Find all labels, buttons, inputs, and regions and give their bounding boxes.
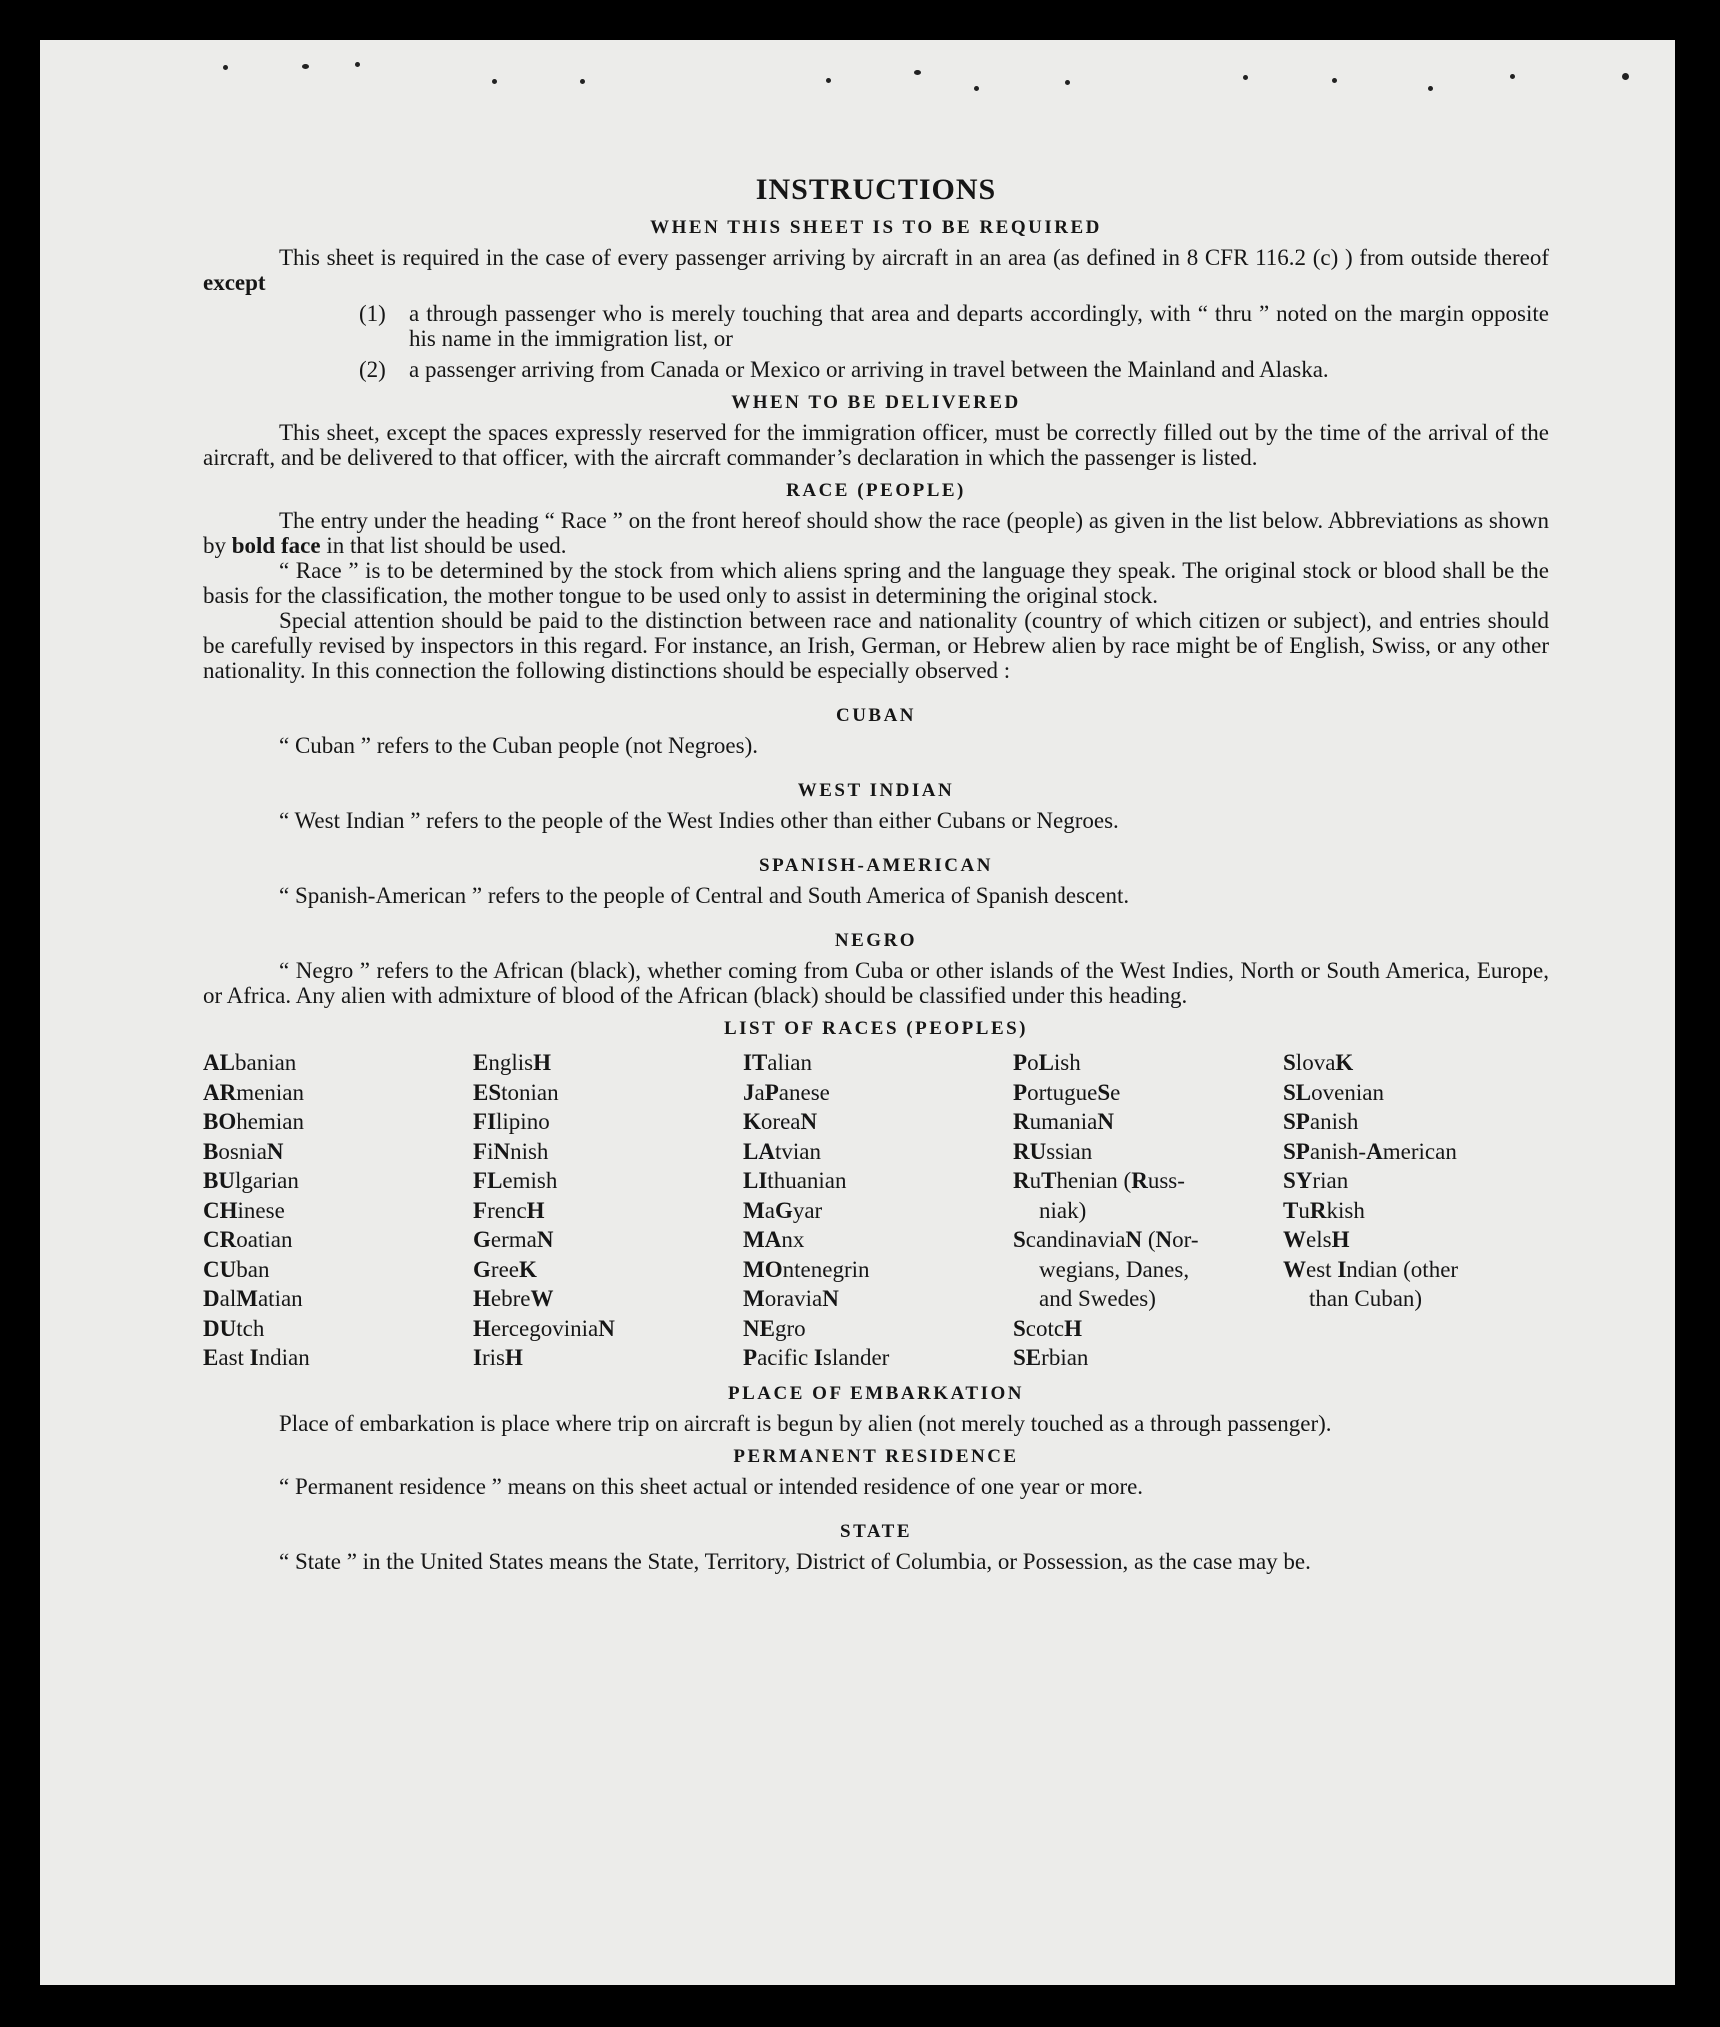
race-list-item xyxy=(473,1137,743,1167)
race-list-item xyxy=(203,1107,473,1137)
race-list-item xyxy=(473,1166,743,1196)
race-label-continuation: and Swedes) xyxy=(1039,1286,1156,1311)
scan-speck xyxy=(1332,78,1337,83)
race-list-item xyxy=(743,1137,1013,1167)
heading-when-required: WHEN THIS SHEET IS TO BE REQUIRED xyxy=(650,217,1102,238)
race-label: FLemish xyxy=(473,1168,558,1193)
race-list-item xyxy=(1013,1078,1283,1108)
paragraph-race-2: “ Race ” is to be determined by the stock from which aliens spring and the language they speak. The original stock or blood shall be the basis for the classification, the mother tongue to be used only to assist in determining the original stock. xyxy=(203,558,1549,608)
scan-speck xyxy=(914,70,921,75)
paragraph-spanish-american: “ Spanish-American ” refers to the people of Central and South America of Spanish descent. xyxy=(279,883,1130,908)
item-text: a through passenger who is merely touching that area and departs accordingly, with “ thru ” noted on the margin opposite his name in the immigration list, or xyxy=(409,301,1549,351)
race-list-item xyxy=(203,1137,473,1167)
race-label: SYrian xyxy=(1283,1168,1349,1193)
race-label: SErbian xyxy=(1013,1345,1089,1370)
race-label: ARmenian xyxy=(203,1079,304,1105)
scan-speck xyxy=(302,64,309,69)
race-list-item xyxy=(743,1196,1013,1226)
race-label: JaPanese xyxy=(743,1079,830,1105)
race-list-item xyxy=(1283,1225,1519,1255)
race-p1-start: The entry under the heading “ Race ” on the front hereof should show the race (people) as given in the list below. Abbreviations as shown by xyxy=(203,508,1549,558)
race-label: CRoatian xyxy=(203,1227,293,1252)
scan-speck xyxy=(355,62,360,67)
race-label: MoraviaN xyxy=(743,1286,839,1311)
race-list-item xyxy=(473,1107,743,1137)
race-label: BUlgarian xyxy=(203,1168,299,1193)
race-label: HercegoviniaN xyxy=(473,1315,615,1341)
scan-speck xyxy=(1510,74,1515,79)
paragraph-west-indian: “ West Indian ” refers to the people of the West Indies other than either Cubans or Negroes. xyxy=(279,808,1119,833)
race-list-item xyxy=(743,1078,1013,1108)
race-label: ScotcH xyxy=(1013,1315,1083,1341)
race-label-continuation: wegians, Danes, xyxy=(1039,1256,1190,1282)
race-list-item xyxy=(743,1107,1013,1137)
race-label: FIlipino xyxy=(473,1109,550,1134)
document-title: INSTRUCTIONS xyxy=(755,173,997,206)
race-label: West Indian (other xyxy=(1283,1256,1459,1282)
race-list-item xyxy=(1013,1314,1283,1344)
race-list-item xyxy=(203,1048,473,1078)
race-label: ScandinaviaN (Nor- xyxy=(1013,1227,1199,1252)
heading-list-of-races: LIST OF RACES (PEOPLES) xyxy=(723,1018,1029,1039)
scan-speck xyxy=(974,86,979,91)
race-list-item xyxy=(743,1166,1013,1196)
race-label: BOhemian xyxy=(203,1109,304,1134)
race-list-item xyxy=(1013,1225,1283,1314)
item-text: a passenger arriving from Canada or Mexico or arriving in travel between the Mainland and Alaska. xyxy=(409,357,1329,382)
race-label: LIthuanian xyxy=(743,1168,847,1193)
instructions-content xyxy=(203,173,1549,1574)
race-list-item xyxy=(473,1314,743,1344)
race-list-item xyxy=(473,1343,743,1373)
race-label: NEgro xyxy=(743,1315,806,1341)
race-label: DalMatian xyxy=(203,1286,303,1311)
race-label: SPanish-American xyxy=(1283,1138,1457,1164)
race-label: RuThenian (Russ- xyxy=(1013,1168,1185,1193)
race-list-item xyxy=(203,1255,473,1285)
race-p1-end: in that list should be used. xyxy=(326,533,567,558)
exception-item-1 xyxy=(359,301,1549,351)
scan-speck xyxy=(1243,75,1248,80)
heading-race: RACE (PEOPLE) xyxy=(786,480,966,501)
paragraph-place-of-embarkation: Place of embarkation is place where trip on aircraft is begun by alien (not merely touched as a through passenger). xyxy=(279,1410,1332,1436)
race-list-item xyxy=(1283,1196,1519,1226)
when-required-text: This sheet is required in the case of every passenger arriving by aircraft in an area (as defined in 8 CFR 116.2 (c) ) from outside thereof xyxy=(279,245,1549,270)
race-label: PortugueSe xyxy=(1013,1079,1121,1105)
race-list-item xyxy=(743,1048,1013,1078)
race-list-item xyxy=(1283,1255,1519,1314)
scan-speck xyxy=(1428,86,1433,91)
race-list-item xyxy=(473,1078,743,1108)
race-label-continuation: than Cuban) xyxy=(1309,1286,1423,1311)
scan-speck xyxy=(223,65,228,70)
race-list-item xyxy=(1013,1343,1283,1373)
race-list-item xyxy=(1013,1166,1283,1225)
race-label: EStonian xyxy=(473,1079,559,1105)
race-label: LAtvian xyxy=(743,1138,821,1164)
race-list-item xyxy=(1283,1078,1519,1108)
race-list-item xyxy=(1013,1048,1283,1078)
race-list-item xyxy=(473,1048,743,1078)
paragraph-race-1 xyxy=(203,508,1549,558)
race-list-item xyxy=(203,1343,473,1373)
item-number: (2) xyxy=(359,357,386,382)
race-list-item xyxy=(1283,1166,1519,1196)
heading-negro: NEGRO xyxy=(834,930,918,951)
race-label: WelsH xyxy=(1283,1227,1350,1252)
race-list-item xyxy=(203,1284,473,1314)
race-label: ITalian xyxy=(743,1050,813,1075)
race-label: SlovaK xyxy=(1283,1050,1354,1075)
bold-face-text: bold face xyxy=(231,533,321,558)
heading-spanish-american: SPANISH-AMERICAN xyxy=(759,855,993,876)
scan-speck xyxy=(826,78,831,83)
race-label: FrencH xyxy=(473,1197,545,1223)
races-column-2 xyxy=(473,1048,743,1373)
race-list-item xyxy=(473,1196,743,1226)
race-label: RumaniaN xyxy=(1013,1109,1114,1134)
paragraph-cuban: “ Cuban ” refers to the Cuban people (not Negroes). xyxy=(279,733,759,758)
race-label-continuation: niak) xyxy=(1039,1197,1087,1223)
race-label: CUban xyxy=(203,1256,270,1282)
race-list-item xyxy=(1283,1137,1519,1167)
scan-speck xyxy=(580,79,585,84)
race-label: PoLish xyxy=(1013,1050,1081,1075)
race-label: EnglisH xyxy=(473,1050,551,1075)
race-label: TuRkish xyxy=(1283,1197,1365,1223)
paragraph-race-3: Special attention should be paid to the distinction between race and nationality (country of which citizen or subject), and entries should be carefully revised by inspectors in this regard. For instance, an Irish, German, or Hebrew alien by race might be of English, Swiss, or any other nationality. In this connection the following distinctions should be especially observed : xyxy=(203,608,1549,683)
race-label: Pacific Islander xyxy=(743,1345,890,1370)
race-list-item xyxy=(203,1078,473,1108)
race-label: FiNnish xyxy=(473,1138,549,1164)
heading-permanent-residence: PERMANENT RESIDENCE xyxy=(733,1445,1019,1467)
race-label: ALbanian xyxy=(203,1050,297,1075)
heading-when-delivered: WHEN TO BE DELIVERED xyxy=(731,392,1021,413)
races-column-5 xyxy=(1283,1048,1519,1373)
race-list-item xyxy=(1283,1048,1519,1078)
race-list-item xyxy=(203,1225,473,1255)
race-list-item xyxy=(1013,1107,1283,1137)
paragraph-permanent-residence: “ Permanent residence ” means on this sheet actual or intended residence of one year or more. xyxy=(279,1473,1144,1499)
scan-speck xyxy=(1622,73,1629,80)
races-column-1 xyxy=(203,1048,473,1373)
paragraph-state: “ State ” in the United States means the State, Territory, District of Columbia, or Possession, as the case may be. xyxy=(279,1548,1311,1574)
race-label: MAnx xyxy=(743,1227,805,1252)
race-list-item xyxy=(743,1343,1013,1373)
races-column-3 xyxy=(743,1048,1013,1373)
race-label: DUtch xyxy=(203,1315,265,1341)
race-list-item xyxy=(203,1166,473,1196)
race-list-item xyxy=(473,1225,743,1255)
exception-item-2 xyxy=(359,357,1549,382)
race-label: East Indian xyxy=(203,1345,310,1370)
race-label: MOntenegrin xyxy=(743,1256,870,1282)
document-page xyxy=(40,40,1675,1985)
race-list-item xyxy=(743,1284,1013,1314)
race-list-item xyxy=(743,1314,1013,1344)
race-label: HebreW xyxy=(473,1286,554,1311)
race-label: MaGyar xyxy=(743,1197,823,1223)
race-list-item xyxy=(203,1196,473,1226)
race-label: GreeK xyxy=(473,1256,537,1282)
race-label: IrisH xyxy=(473,1345,523,1370)
race-label: KoreaN xyxy=(743,1109,818,1134)
paragraph-when-required xyxy=(203,245,1549,295)
race-list-item xyxy=(1283,1107,1519,1137)
heading-place-of-embarkation: PLACE OF EMBARKATION xyxy=(728,1382,1024,1404)
race-list-item xyxy=(743,1225,1013,1255)
except-text: except xyxy=(203,270,266,295)
paragraph-when-delivered: This sheet, except the spaces expressly reserved for the immigration officer, must be correctly filled out by the time of the arrival of the aircraft, and be delivered to that officer, with the aircraft commander’s declaration in which the passenger is listed. xyxy=(203,420,1549,470)
race-label: SLovenian xyxy=(1283,1079,1384,1105)
race-list-item xyxy=(473,1284,743,1314)
race-label: GermaN xyxy=(473,1227,554,1252)
races-list xyxy=(203,1048,1549,1373)
race-list-item xyxy=(473,1255,743,1285)
scan-speck xyxy=(492,79,497,84)
race-label: CHinese xyxy=(203,1197,285,1223)
race-list-item xyxy=(203,1314,473,1344)
race-label: BosniaN xyxy=(203,1138,284,1164)
item-number: (1) xyxy=(359,301,386,326)
races-column-4 xyxy=(1013,1048,1283,1373)
paragraph-negro: “ Negro ” refers to the African (black), whether coming from Cuba or other islands of the West Indies, North or South America, Europe, or Africa. Any alien with admixture of blood of the African (black) should be classified under this heading. xyxy=(203,958,1549,1008)
heading-cuban: CUBAN xyxy=(835,705,917,726)
heading-west-indian: WEST INDIAN xyxy=(797,780,955,801)
race-list-item xyxy=(743,1255,1013,1285)
race-label: SPanish xyxy=(1283,1109,1359,1134)
race-label: RUssian xyxy=(1013,1138,1093,1164)
race-list-item xyxy=(1013,1137,1283,1167)
heading-state: STATE xyxy=(840,1520,912,1542)
scan-speck xyxy=(1065,80,1070,85)
